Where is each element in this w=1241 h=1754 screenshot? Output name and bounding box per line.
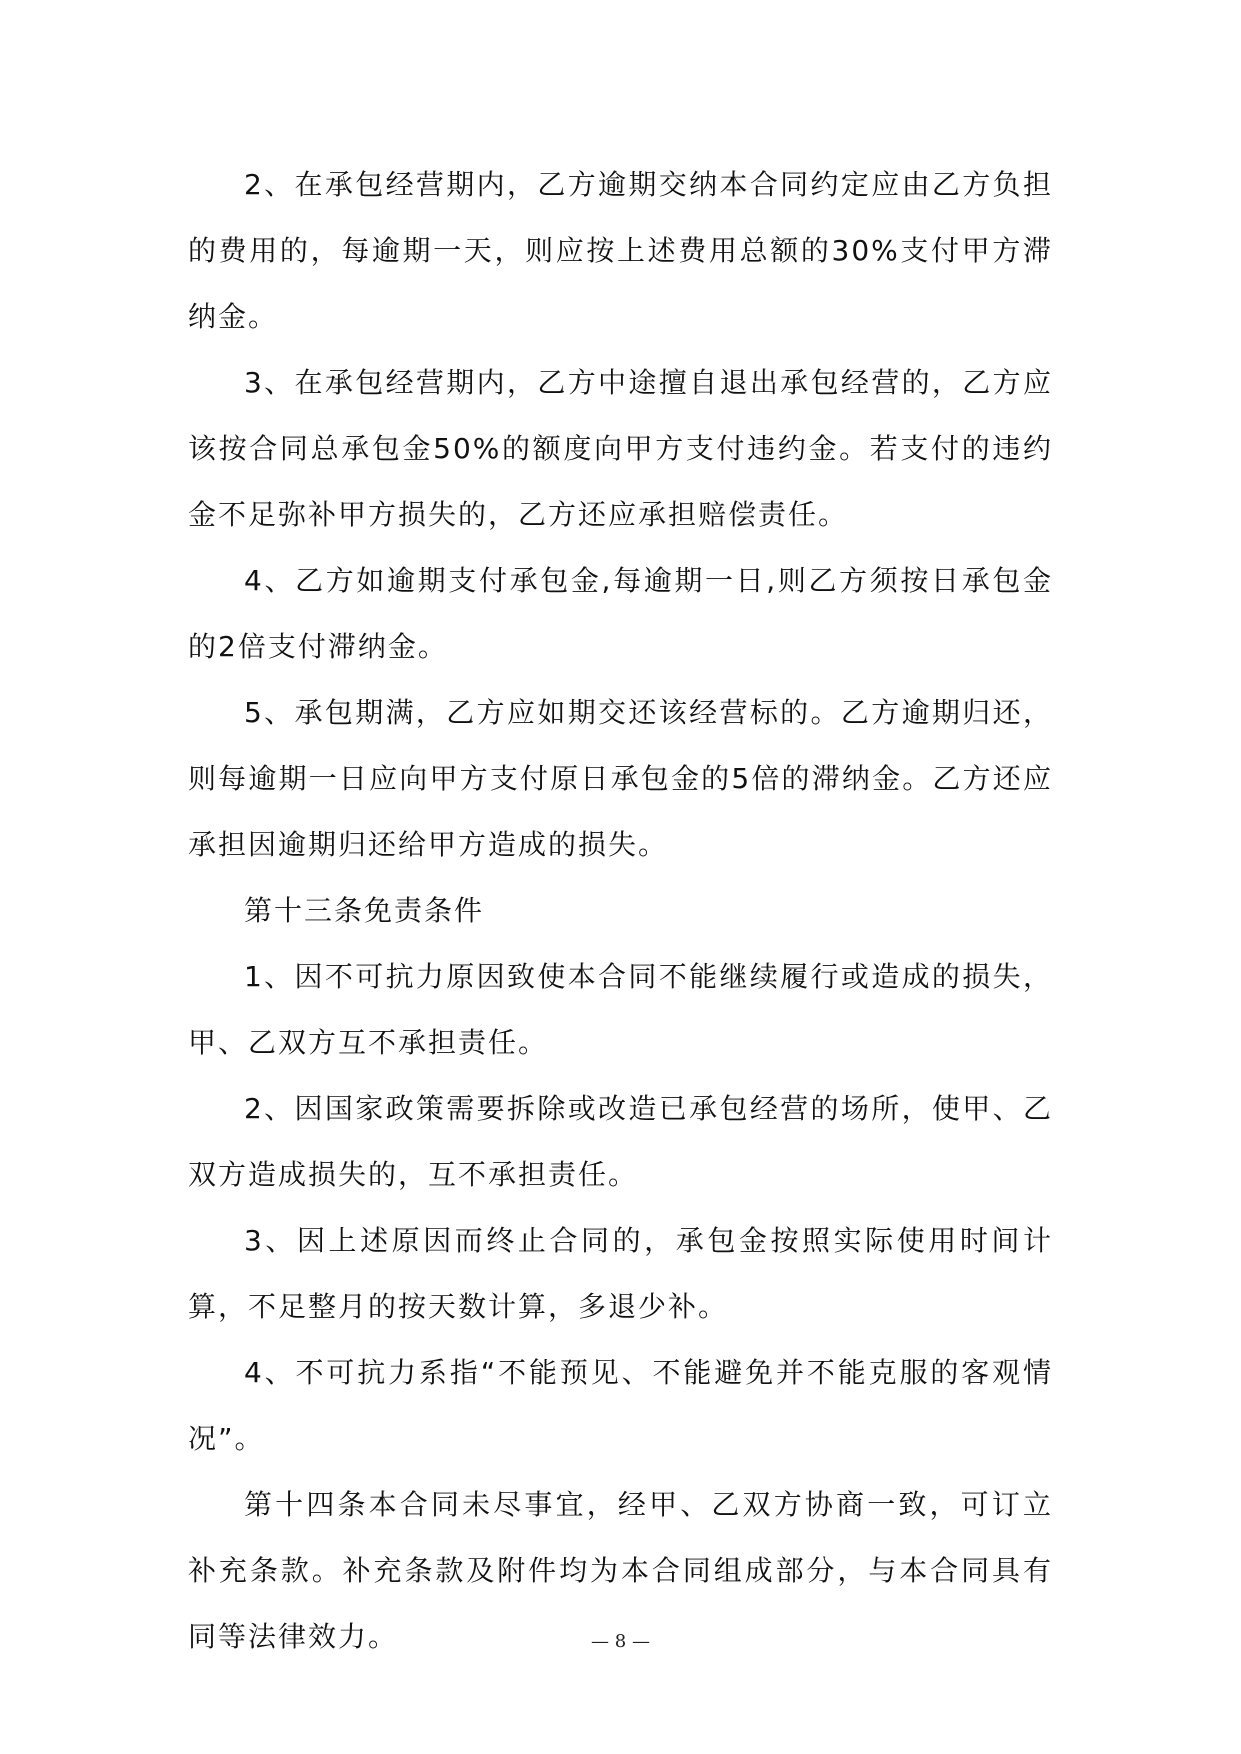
paragraph-clause-13-item-3: 3、因上述原因而终止合同的，承包金按照实际使用时间计算，不足整月的按天数计算，多退少补。 xyxy=(188,1224,1053,1323)
paragraph-clause-13-item-1: 1、因不可抗力原因致使本合同不能继续履行或造成的损失，甲、乙双方互不承担责任。 xyxy=(188,960,1053,1059)
paragraph-clause-13-item-4: 4、不可抗力系指“不能预见、不能避免并不能克服的客观情况”。 xyxy=(188,1356,1053,1455)
document-body xyxy=(188,152,1053,1670)
paragraph-clause-14: 第十四条本合同未尽事宜，经甲、乙双方协商一致，可订立补充条款。补充条款及附件均为本合同组成部分，与本合同具有同等法律效力。 xyxy=(188,1488,1053,1653)
paragraph-clause-12-item-3: 3、在承包经营期内，乙方中途擅自退出承包经营的，乙方应该按合同总承包金50%的额度向甲方支付违约金。若支付的违约金不足弥补甲方损失的，乙方还应承担赔偿责任。 xyxy=(188,366,1053,531)
paragraph-clause-12-item-2: 2、在承包经营期内，乙方逾期交纳本合同约定应由乙方负担的费用的，每逾期一天，则应按上述费用总额的30%支付甲方滞纳金。 xyxy=(188,168,1053,333)
paragraph-clause-12-item-4: 4、乙方如逾期支付承包金,每逾期一日,则乙方须按日承包金的2倍支付滞纳金。 xyxy=(188,564,1053,663)
section-heading-clause-13: 第十三条免责条件 xyxy=(244,894,485,927)
paragraph-clause-13-item-2: 2、因国家政策需要拆除或改造已承包经营的场所，使甲、乙双方造成损失的，互不承担责任。 xyxy=(188,1092,1053,1191)
page-number: — 8 — xyxy=(591,1631,650,1652)
paragraph-clause-12-item-5: 5、承包期满，乙方应如期交还该经营标的。乙方逾期归还，则每逾期一日应向甲方支付原日承包金的5倍的滞纳金。乙方还应承担因逾期归还给甲方造成的损失。 xyxy=(188,696,1053,861)
